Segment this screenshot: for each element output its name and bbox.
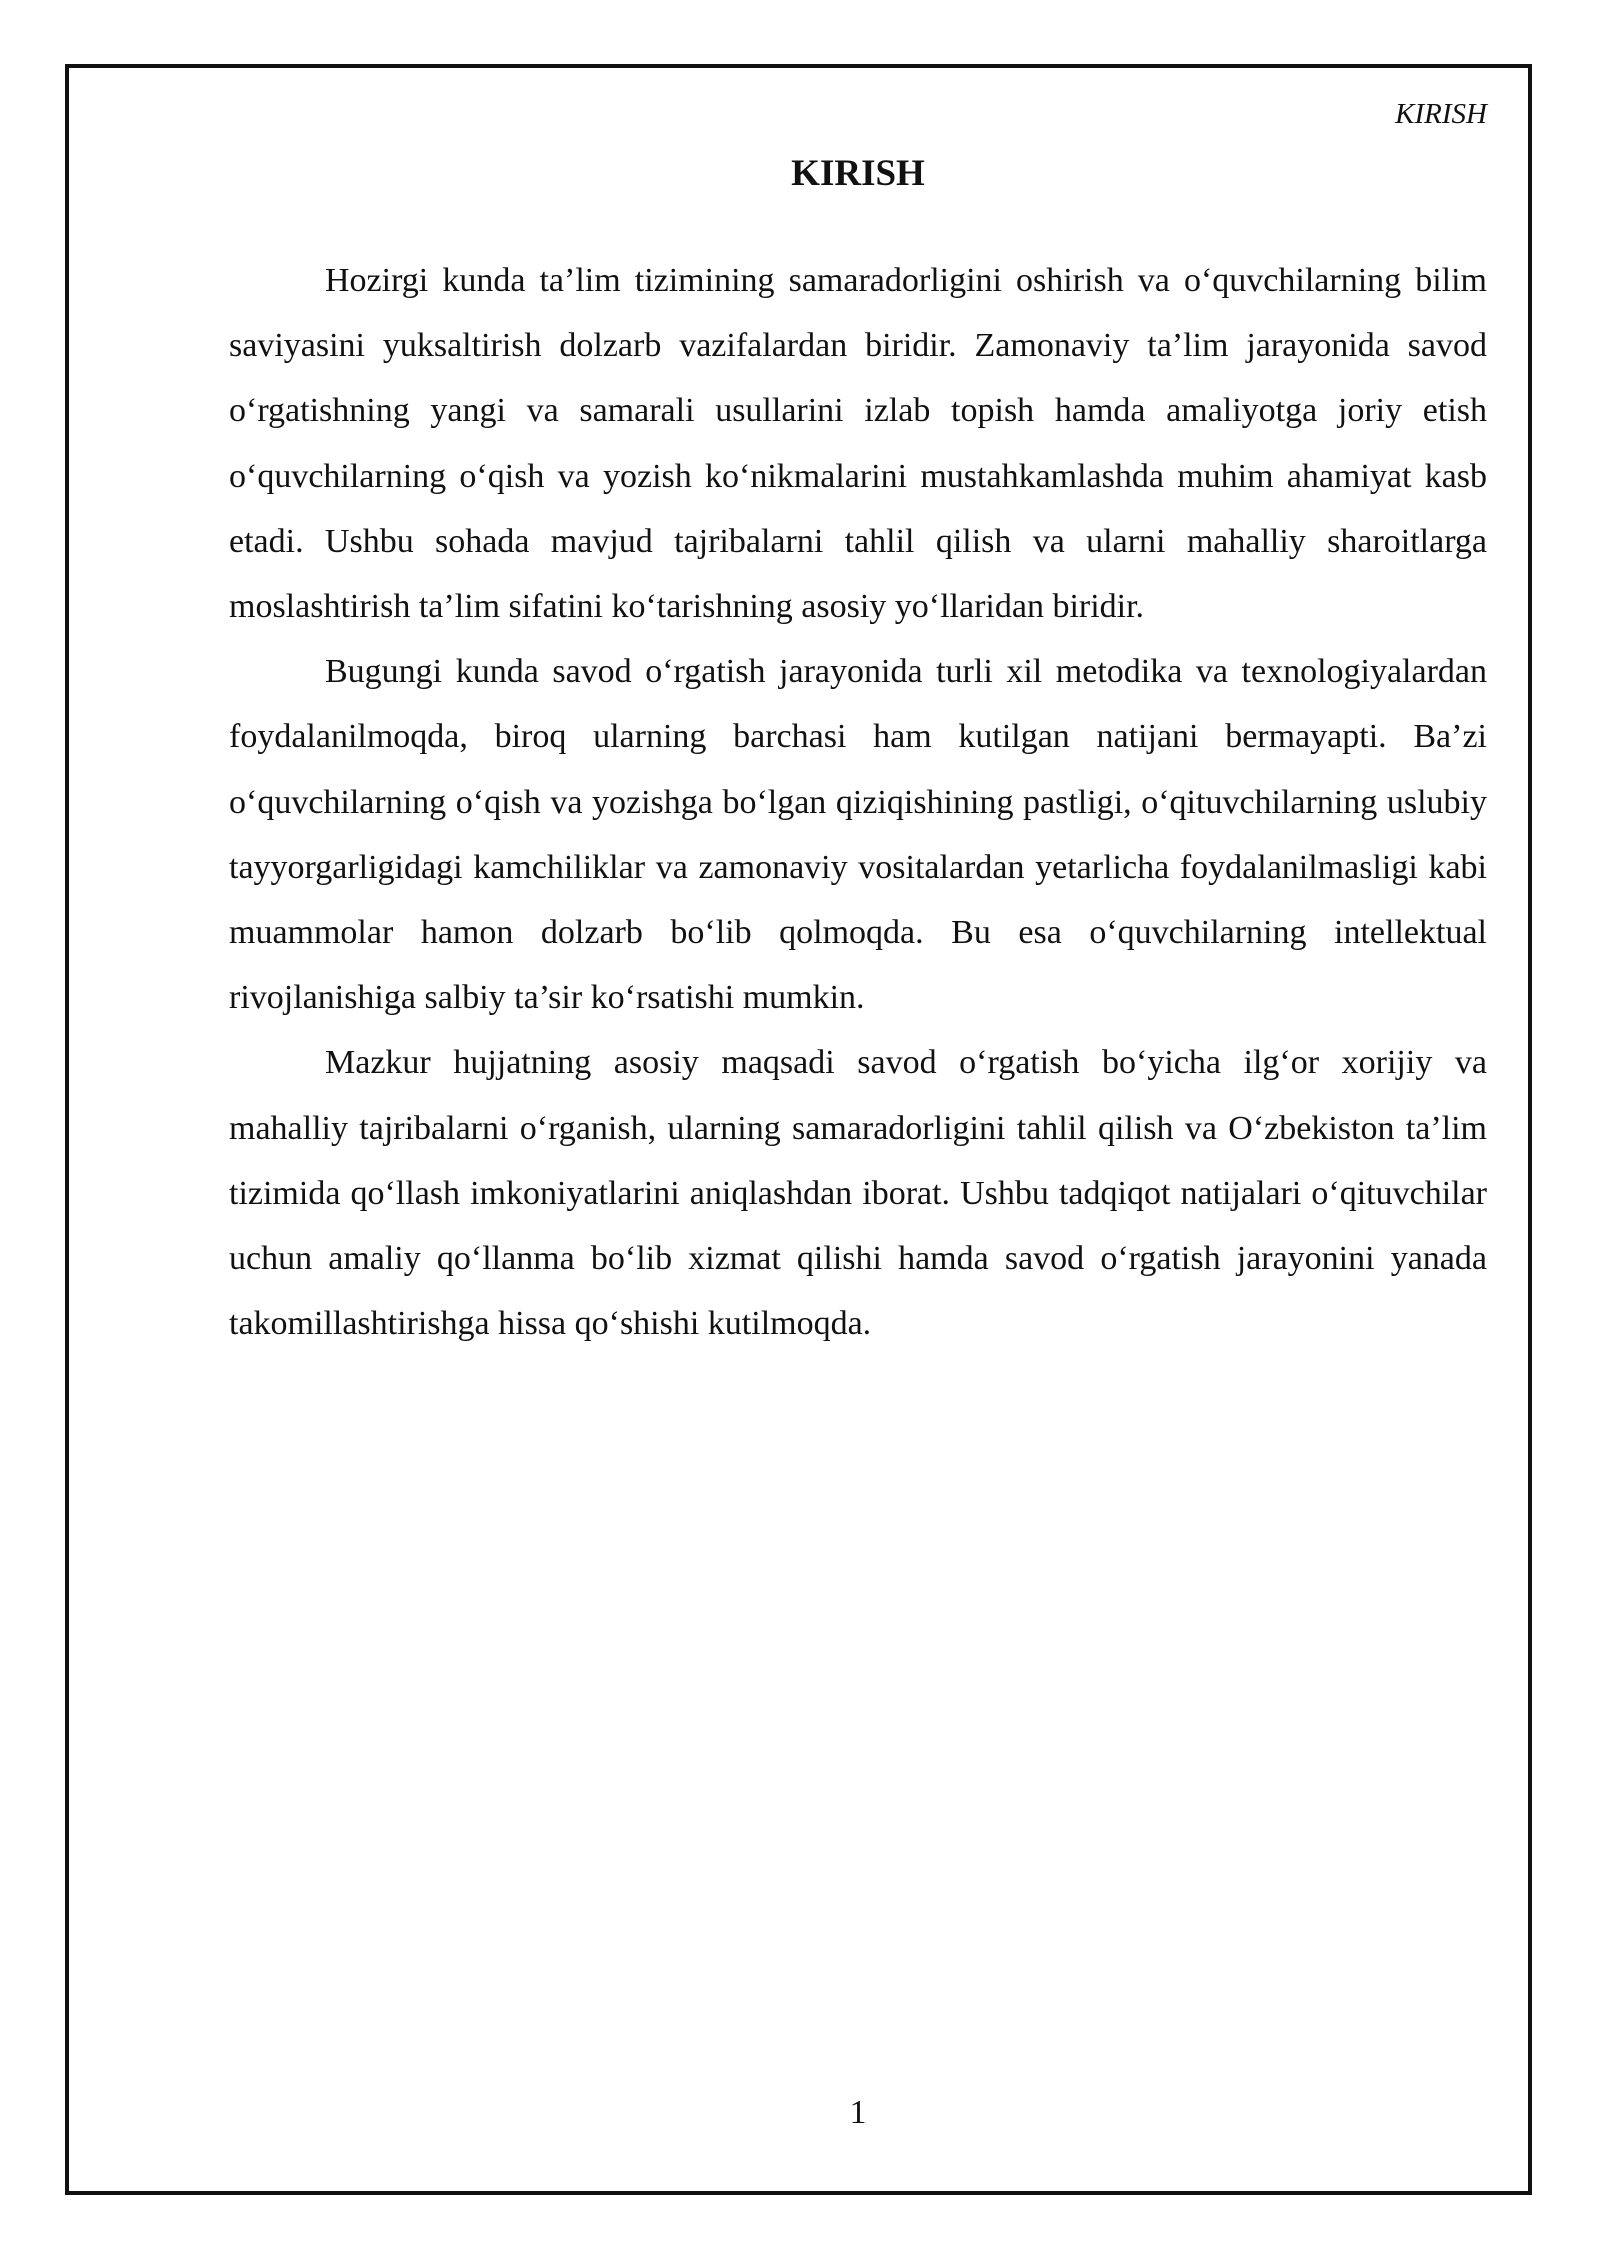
page-number: 1: [849, 2094, 867, 2131]
paragraph-2: Bugungi kunda savod o‘rgatish jarayonida turli xil metodika va texnologiyalardan foydalanilmoqda, biroq ularning barchasi ham kutilgan natijani bermayapti. Ba’zi o‘quvchilarning o‘qish va yozishga bo‘lgan qiziqishining pastligi, o‘qituvchilarning uslubiy tayyorgarligidagi kamchiliklar va zamonaviy vositalardan yetarlicha foydalanilmasligi kabi muammolar hamon dolzarb bo‘lib qolmoqda. Bu esa o‘quvchilarning intellektual rivojlanishiga salbiy ta’sir ko‘rsatishi mumkin.: [229, 653, 1487, 1017]
running-header: KIRISH: [1395, 98, 1487, 130]
paragraph-1: Hozirgi kunda ta’lim tizimining samaradorligini oshirish va o‘quvchilarning bilim saviyasini yuksaltirish dolzarb vazifalardan biridir. Zamonaviy ta’lim jarayonida savod o‘rgatishning yangi va samarali usullarini izlab topish hamda amaliyotga joriy etish o‘quvchilarning o‘qish va yozish ko‘nikmalarini mustahkamlashda muhim ahamiyat kasb etadi. Ushbu sohada mavjud tajribalarni tahlil qilish va ularni mahalliy sharoitlarga moslashtirish ta’lim sifatini ko‘tarishning asosiy yo‘llaridan biridir.: [229, 262, 1487, 626]
body-text: [229, 248, 1487, 1356]
paragraph-3: Mazkur hujjatning asosiy maqsadi savod o‘rgatish bo‘yicha ilg‘or xorijiy va mahalliy tajribalarni o‘rganish, ularning samaradorligini tahlil qilish va O‘zbekiston ta’lim tizimida qo‘llash imkoniyatlarini aniqlashdan iborat. Ushbu tadqiqot natijalari o‘qituvchilar uchun amaliy qo‘llanma bo‘lib xizmat qilishi hamda savod o‘rgatish jarayonini yanada takomillashtirishga hissa qo‘shishi kutilmoqda.: [229, 1044, 1487, 1343]
page-title: KIRISH: [791, 153, 925, 194]
